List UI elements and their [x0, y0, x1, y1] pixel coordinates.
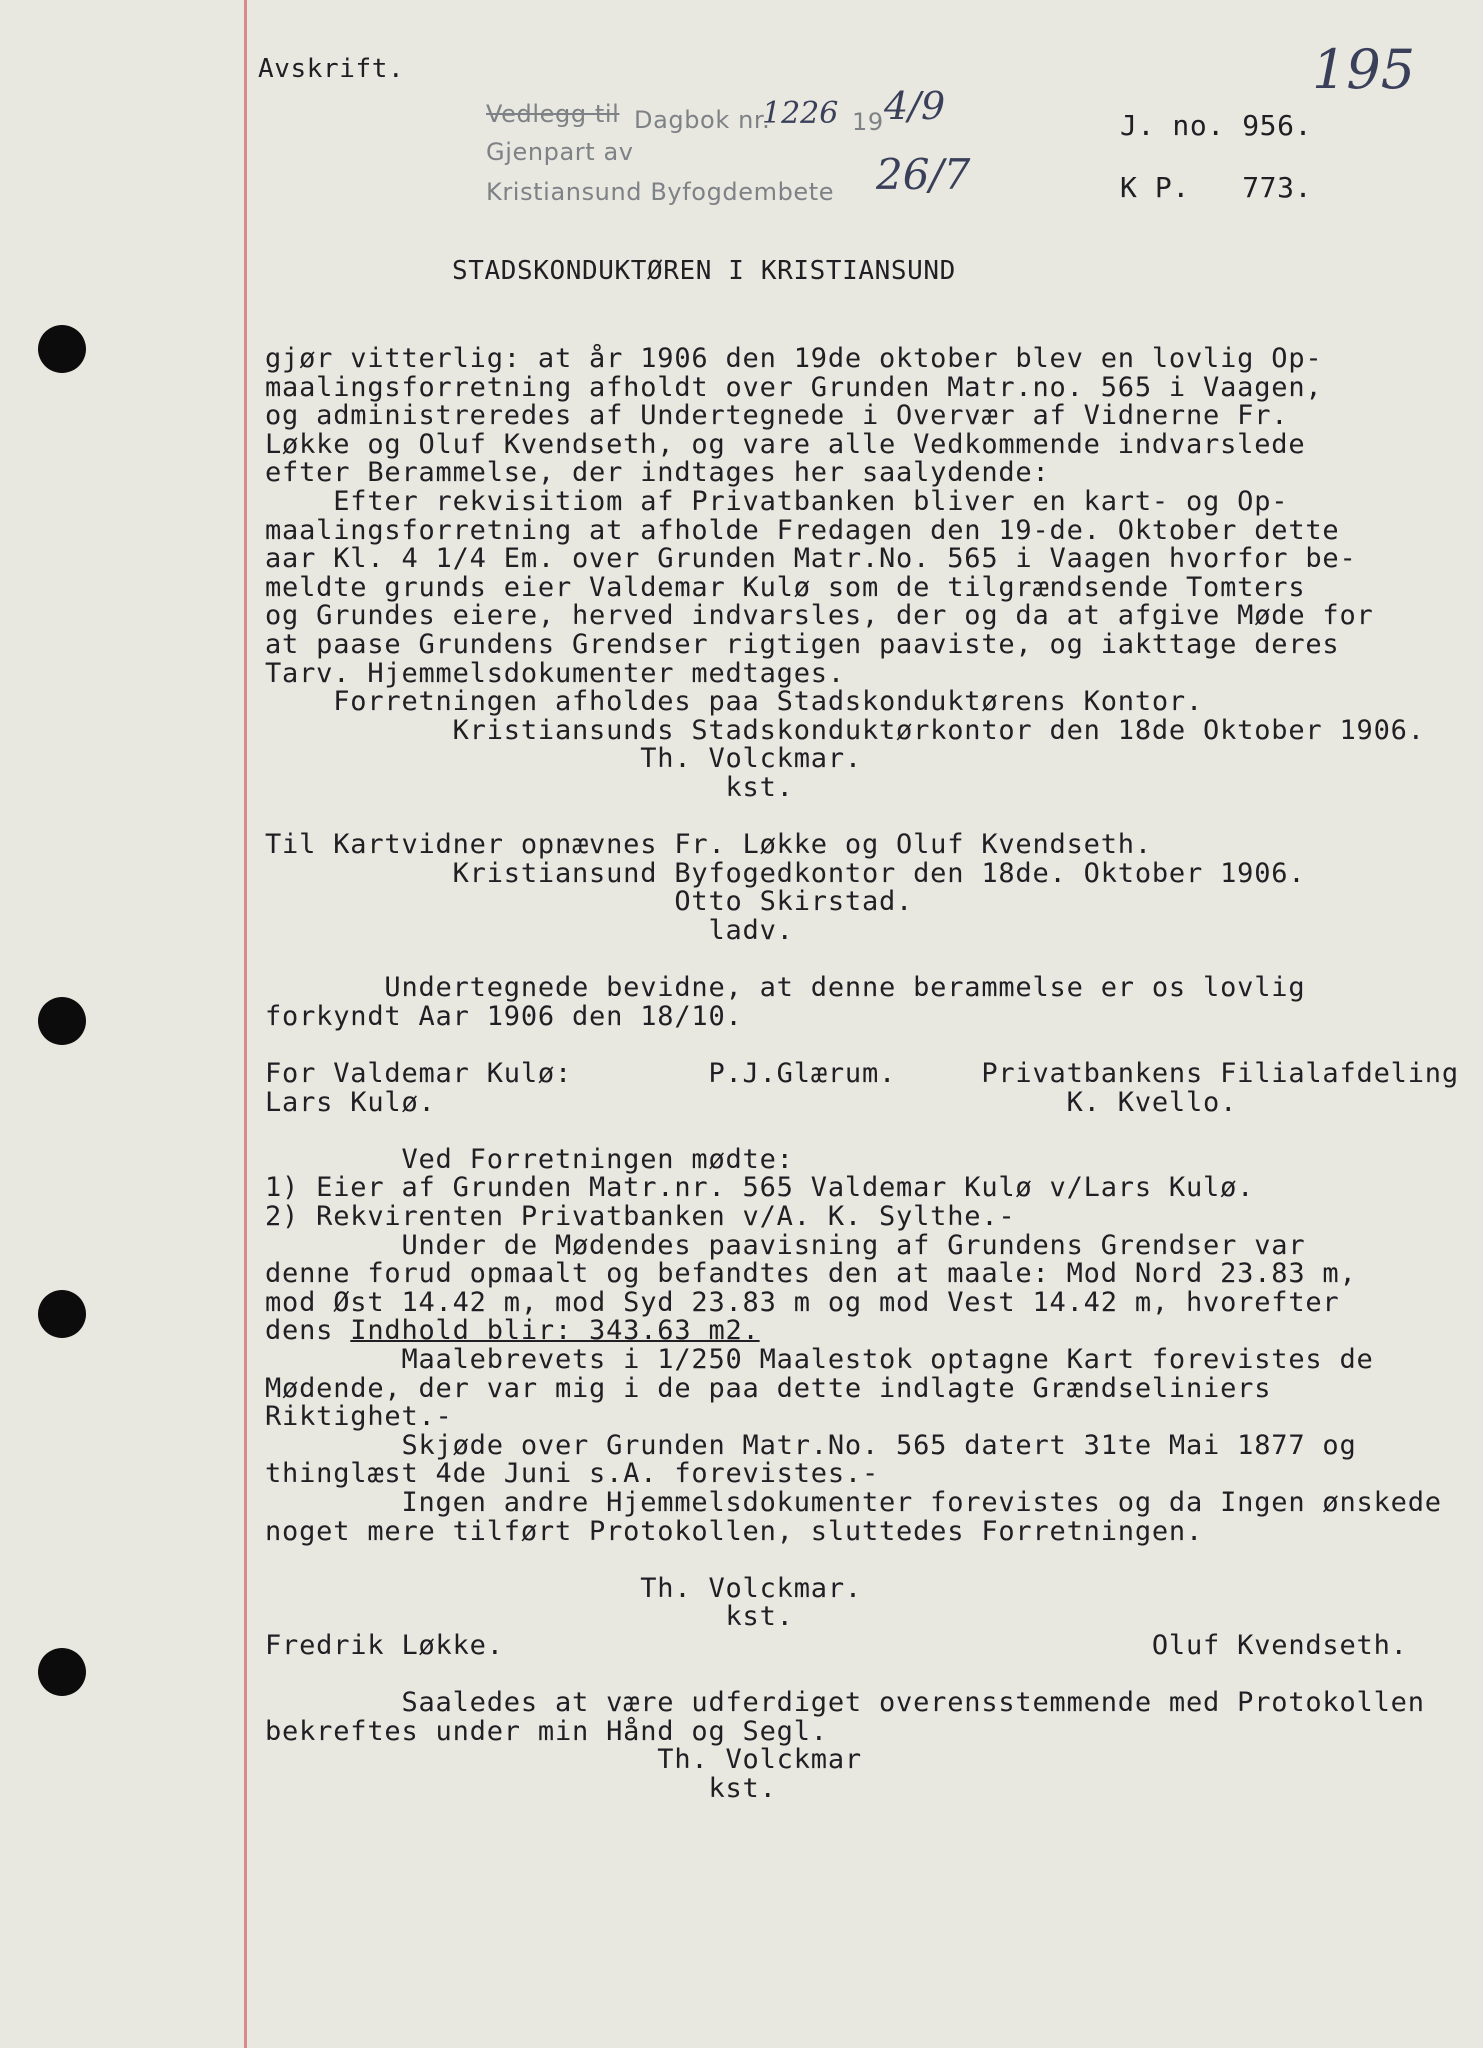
text-line: Skjøde over Grunden Matr.No. 565 datert 31te Mai 1877 og	[265, 1429, 1357, 1461]
text-line: Th. Volckmar.	[265, 743, 862, 775]
text-line: 1) Eier af Grunden Matr.nr. 565 Valdemar Kulø v/Lars Kulø.	[265, 1172, 1255, 1204]
text-line: 2) Rekvirenten Privatbanken v/A. K. Sylthe.-	[265, 1201, 1016, 1232]
page-number: 195	[1312, 38, 1416, 101]
text-line: og administreredes af Undertegnede i Overvær af Vidnerne Fr.	[265, 400, 1289, 432]
text-line: Saaledes at være udferdiget overensstemmende med Protokollen	[265, 1687, 1425, 1719]
text-line: noget mere tilført Protokollen, sluttedes Forretningen.	[265, 1515, 1204, 1547]
text-line: Undertegnede bevidne, at denne berammelse er os lovlig	[265, 972, 1306, 1004]
text-line: maalingsforretning at afholde Fredagen den 19-de. Oktober dette	[265, 514, 1340, 546]
text-line: Efter rekvisitiom af Privatbanken bliver en kart- og Op-	[265, 486, 1289, 517]
text-line: maalingsforretning afholdt over Grunden Matr.no. 565 i Vaagen,	[265, 371, 1323, 403]
punch-hole	[38, 1648, 86, 1696]
text-line: Th. Volckmar.	[265, 1572, 862, 1604]
text-line: kst.	[265, 1601, 794, 1633]
text-line: Riktighet.-	[265, 1401, 453, 1433]
text-line: denne forud opmaalt og befandtes den at maale: Mod Nord 23.83 m,	[265, 1258, 1357, 1290]
text-line: Ved Forretningen mødte:	[265, 1143, 794, 1175]
text-line: Til Kartvidner opnævnes Fr. Løkke og Oluf Kvendseth.	[265, 829, 1152, 861]
punch-hole	[38, 997, 86, 1045]
text-line: For Valdemar Kulø: P.J.Glærum. Privatbankens Filialafdeling	[265, 1058, 1459, 1089]
text-line: aar Kl. 4 1/4 Em. over Grunden Matr.No. 565 i Vaagen hvorfor be-	[265, 543, 1357, 575]
journal-number: J. no. 956.	[1120, 109, 1313, 142]
text-line: bekreftes under min Hånd og Segl.	[265, 1715, 828, 1747]
text-line: Kristiansunds Stadskonduktørkontor den 18de Oktober 1906.	[265, 714, 1425, 746]
kp-number: K P. 773.	[1120, 171, 1313, 204]
text-line: kst.	[265, 772, 794, 803]
text-line: efter Berammelse, der indtages her saalydende:	[265, 457, 1050, 489]
text-line: meldte grunds eier Valdemar Kulø som de tilgrændsende Tomters	[265, 571, 1306, 603]
text-line: Fredrik Løkke. Oluf Kvendseth.	[265, 1630, 1408, 1661]
stamp-office: Kristiansund Byfogdembete	[486, 178, 835, 206]
text-line: Mødende, der var mig i de paa dette indlagte Grændseliniers	[265, 1372, 1272, 1404]
punch-hole	[38, 325, 86, 373]
avskrift-label: Avskrift.	[258, 54, 405, 84]
text-line: Tarv. Hjemmelsdokumenter medtages.	[265, 657, 845, 689]
text-line: kst.	[265, 1773, 777, 1804]
text-line: mod Øst 14.42 m, mod Syd 23.83 m og mod Vest 14.42 m, hvorefter	[265, 1286, 1340, 1318]
text-line: Under de Mødendes paavisning af Grundens Grendser var	[265, 1229, 1306, 1261]
text-line: at paase Grundens Grendser rigtigen paaviste, og iakttage deres	[265, 629, 1340, 660]
text-line: Lars Kulø. K. Kvello.	[265, 1086, 1238, 1118]
text-line: Otto Skirstad.	[265, 886, 914, 918]
text-line: Th. Volckmar	[265, 1744, 862, 1776]
text-line: Løkke og Oluf Kvendseth, og vare alle Vedkommende indvarslede	[265, 428, 1306, 460]
dagbok-number: 1226	[762, 96, 839, 131]
document-title: STADSKONDUKTØREN I KRISTIANSUND	[452, 256, 956, 286]
text-line: Kristiansund Byfogedkontor den 18de. Oktober 1906.	[265, 857, 1306, 889]
text-line: forkyndt Aar 1906 den 18/10.	[265, 1000, 743, 1032]
text-line: Forretningen afholdes paa Stadskonduktørens Kontor.	[265, 686, 1204, 718]
text-line: thinglæst 4de Juni s.A. forevistes.-	[265, 1458, 879, 1490]
dagbok-date-top: 4/9	[884, 84, 946, 128]
indhold-total: Indhold blir: 343.63 m2.	[350, 1315, 760, 1347]
stamp-19: 19	[852, 108, 884, 136]
stamp-dagbok: Dagbok nr.	[634, 106, 771, 134]
margin-line	[244, 0, 247, 2048]
text-line: Ingen andre Hjemmelsdokumenter forevistes og da Ingen ønskede	[265, 1487, 1442, 1518]
text-line: gjør vitterlig: at år 1906 den 19de oktober blev en lovlig Op-	[265, 343, 1323, 374]
text-line: og Grundes eiere, herved indvarsles, der og da at afgive Møde for	[265, 600, 1374, 632]
stamp-vedlegg: Vedlegg til	[486, 100, 620, 128]
dagbok-date-bottom: 26/7	[876, 150, 971, 199]
stamp-gjenpart: Gjenpart av	[486, 138, 634, 166]
text-line: Maalebrevets i 1/250 Maalestok optagne Kart forevistes de	[265, 1344, 1374, 1375]
text-line: dens Indhold blir: 343.63 m2.	[265, 1315, 760, 1347]
text-line: ladv.	[265, 915, 794, 946]
punch-hole	[38, 1290, 86, 1338]
